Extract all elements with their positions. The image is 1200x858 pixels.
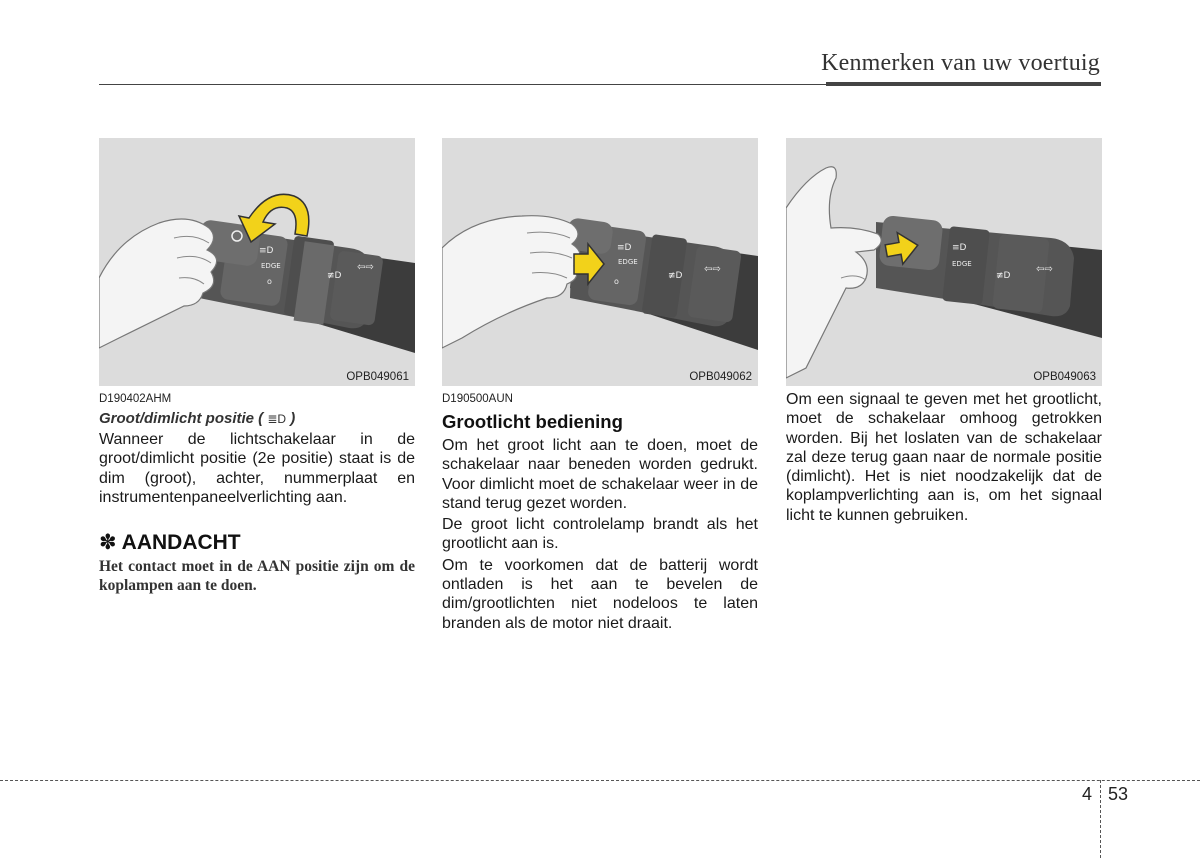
chapter-number: 4 bbox=[1082, 784, 1093, 804]
svg-text:≢D: ≢D bbox=[668, 271, 683, 281]
note-text: Het contact moet in de AAN positie zijn om de koplampen aan te doen. bbox=[99, 558, 415, 595]
footer-rule bbox=[0, 780, 1200, 781]
svg-text:≡D: ≡D bbox=[617, 243, 632, 253]
illustration-hand-pushing-switch bbox=[442, 138, 758, 386]
footer-divider bbox=[1100, 780, 1101, 858]
svg-text:EDGE: EDGE bbox=[952, 260, 972, 268]
note-heading: ✽ AANDACHT bbox=[99, 531, 241, 555]
figure-headlamp-switch-rotate bbox=[99, 138, 415, 386]
svg-text:o: o bbox=[614, 277, 619, 286]
figure-label: OPB049062 bbox=[689, 371, 752, 383]
paragraph: De groot licht controlelamp brandt als het grootlicht aan is. bbox=[442, 516, 758, 553]
figure-flash-signal-pull bbox=[786, 138, 1102, 386]
section-code: D190500AUN bbox=[442, 393, 513, 405]
column-high-beam-operation bbox=[442, 392, 758, 635]
paragraph: Om een signaal te geven met het grootlicht, moet de schakelaar omhoog getrokken worden. Bij het loslaten van de schakelaar zal deze terug gaan naar de normale positie (dimlicht). Het is niet noodzakelijk dat de koplampverlichting aan is, om het signaal licht te kunnen gebruiken. bbox=[786, 391, 1102, 524]
svg-text:⇦⇨: ⇦⇨ bbox=[704, 264, 721, 275]
figure-high-beam-push bbox=[442, 138, 758, 386]
illustration-hand-pulling-switch bbox=[786, 138, 1102, 386]
column-flash-to-pass bbox=[786, 390, 1102, 527]
paragraph: Om te voorkomen dat de batterij wordt ontladen is het aan te bevelen de dim/grootlichten niet nodeloos te laten branden als de motor niet draait. bbox=[442, 556, 758, 632]
paragraph: Wanneer de lichtschakelaar in de groot/dimlicht positie (2e positie) staat is de dim (groot), achter, nummerplaat en instrumentenpaneelverlichting aan. bbox=[99, 431, 415, 506]
svg-text:≢D: ≢D bbox=[327, 271, 342, 281]
svg-text:≡D: ≡D bbox=[259, 246, 274, 256]
svg-text:⇦⇨: ⇦⇨ bbox=[1036, 264, 1053, 275]
section-code: D190402AHM bbox=[99, 393, 172, 405]
svg-text:EDGE: EDGE bbox=[261, 262, 281, 270]
svg-text:o: o bbox=[267, 277, 272, 286]
svg-text:≢D: ≢D bbox=[996, 271, 1011, 281]
figure-label: OPB049061 bbox=[346, 371, 409, 383]
column-high-low-beam-position bbox=[99, 392, 415, 595]
paragraph: Om het groot licht aan te doen, moet de schakelaar naar beneden worden gedrukt. Voor dimlicht moet de schakelaar weer in de stand terug gezet worden. bbox=[442, 437, 758, 512]
header-rule-accent bbox=[826, 82, 1101, 86]
illustration-hand-rotating-switch bbox=[99, 138, 415, 386]
svg-text:⇦⇨: ⇦⇨ bbox=[357, 262, 374, 273]
svg-text:≡D: ≡D bbox=[952, 243, 967, 253]
headlight-icon: ≣D bbox=[267, 412, 287, 426]
figure-label: OPB049063 bbox=[1033, 371, 1096, 383]
section-subheading: Groot/dimlicht positie ( ≣D ) bbox=[99, 410, 296, 427]
page-header-title: Kenmerken van uw voertuig bbox=[821, 50, 1100, 76]
section-heading: Grootlicht bediening bbox=[442, 411, 623, 432]
page-number: 53 bbox=[1108, 784, 1129, 804]
svg-text:EDGE: EDGE bbox=[618, 258, 638, 266]
